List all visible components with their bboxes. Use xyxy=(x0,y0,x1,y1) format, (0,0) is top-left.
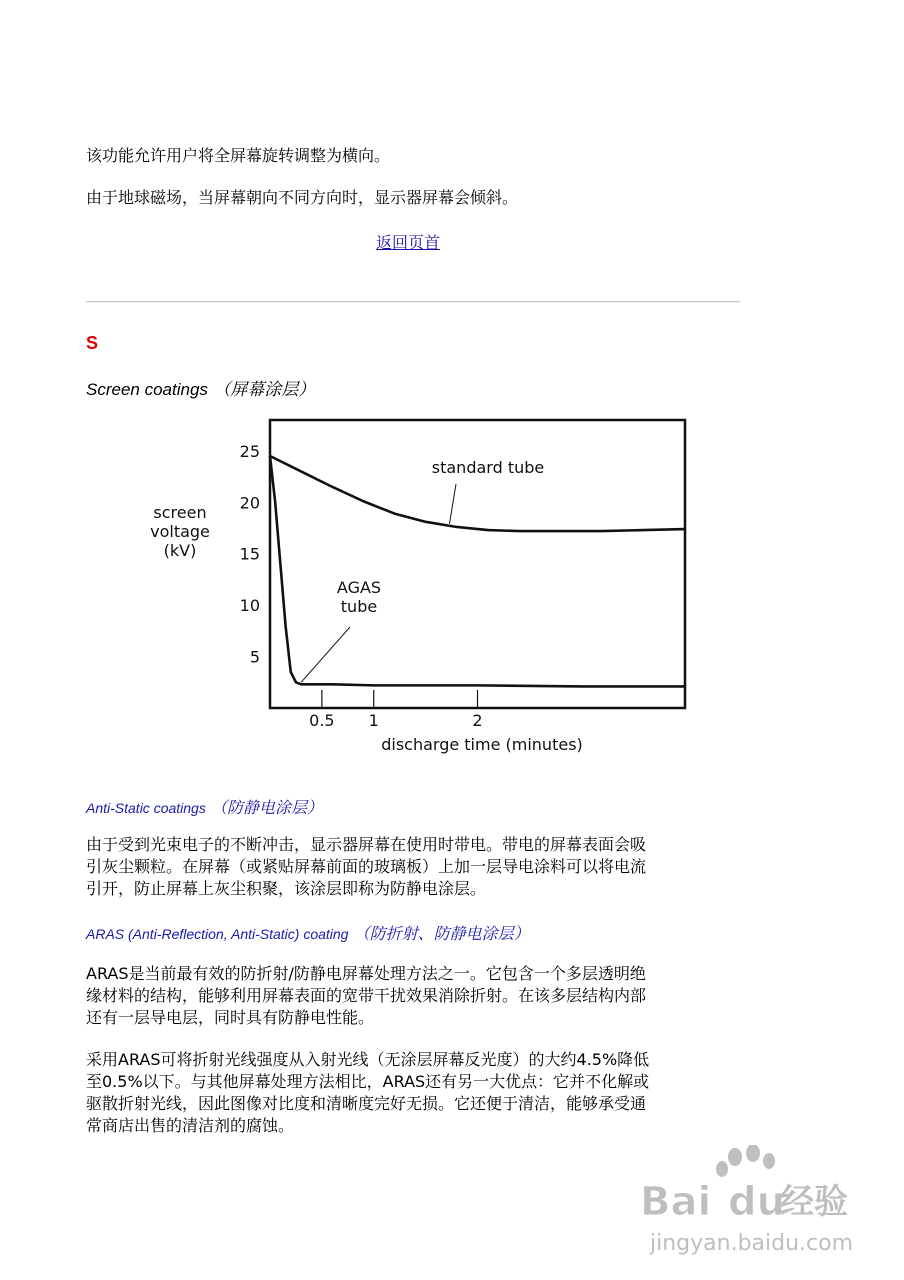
back-to-top-link[interactable]: 返回页首 xyxy=(376,233,441,252)
x-axis-ticks xyxy=(309,690,482,730)
discharge-chart xyxy=(140,415,700,760)
anti-static-title-en: Anti-Static coatings xyxy=(86,800,206,816)
y-axis-label-line: screen xyxy=(153,503,207,522)
screen-coatings-heading xyxy=(86,375,315,400)
aras-paragraph-2 xyxy=(86,1049,731,1137)
baidu-jingyan-watermark xyxy=(640,1145,890,1265)
series-line-agas-tube xyxy=(270,456,685,686)
aras-heading xyxy=(86,921,530,944)
aras-title-en: ARAS (Anti-Reflection, Anti-Static) coating xyxy=(86,926,349,942)
y-tick-label: 5 xyxy=(249,647,260,667)
screen-coatings-title-zh: （屏幕涂层） xyxy=(213,380,316,400)
aras-p2-line: 驱散折射光线，因此图像对比度和清晰度完好无损。它还便于清洁，能够承受通 xyxy=(86,1094,647,1113)
y-tick-label: 10 xyxy=(239,596,260,616)
intro-line-2: 由于地球磁场，当屏幕朝向不同方向时，显示器屏幕会倾斜。 xyxy=(86,188,519,207)
annotation-label: AGAS xyxy=(336,578,382,597)
y-tick-label: 15 xyxy=(239,544,260,564)
watermark-brand-suffix: du xyxy=(728,1179,786,1225)
anti-static-line: 由于受到光束电子的不断冲击，显示器屏幕在使用时带电。带电的屏幕表面会吸 xyxy=(86,835,647,854)
aras-p1-line: 还有一层导电层，同时具有防静电性能。 xyxy=(86,1008,375,1027)
series-lines xyxy=(270,456,685,686)
anti-static-line: 引灰尘颗粒。在屏幕（或紧贴屏幕前面的玻璃板）上加一层导电涂料可以将电流 xyxy=(86,857,647,876)
chart-annotations xyxy=(301,458,544,682)
y-axis-ticks xyxy=(240,442,260,667)
annotation-leader xyxy=(449,484,456,524)
anti-static-line: 引开，防止屏幕上灰尘积聚，该涂层即称为防静电涂层。 xyxy=(86,879,487,898)
x-axis-label: discharge time (minutes) xyxy=(381,735,583,754)
annotation-leader xyxy=(301,627,350,682)
aras-p1-line: 缘材料的结构，能够利用屏幕表面的宽带干扰效果消除折射。在该多层结构内部 xyxy=(86,986,647,1005)
aras-paragraph-1 xyxy=(86,963,731,1029)
paw-logo-icon xyxy=(716,1145,775,1177)
anti-static-title-zh: （防静电涂层） xyxy=(210,798,323,817)
y-axis-label xyxy=(150,503,210,560)
annotation-label: tube xyxy=(340,597,378,616)
x-tick-label: 2 xyxy=(472,711,483,730)
aras-p2-line: 采用ARAS可将折射光线强度从入射光线（无涂层屏幕反光度）的大约4.5%降低 xyxy=(86,1050,650,1069)
y-tick-label: 20 xyxy=(239,493,260,513)
y-axis-label-line: voltage xyxy=(150,522,210,541)
annotation-label: standard tube xyxy=(431,458,545,477)
aras-p2-line: 至0.5%以下。与其他屏幕处理方法相比，ARAS还有另一大优点：它并不化解或 xyxy=(86,1072,650,1091)
watermark-brand-cn: 经验 xyxy=(780,1182,848,1222)
watermark-url: jingyan.baidu.com xyxy=(650,1231,854,1256)
x-tick-label: 0.5 xyxy=(309,711,335,730)
x-tick-label: 1 xyxy=(368,711,379,730)
screen-coatings-title-en: Screen coatings xyxy=(86,380,208,399)
anti-static-body xyxy=(86,834,731,900)
aras-p2-line: 常商店出售的清洁剂的腐蚀。 xyxy=(86,1116,295,1135)
section-divider xyxy=(86,301,740,303)
watermark-brand: Bai xyxy=(640,1179,712,1225)
y-axis-label-line: (kV) xyxy=(163,541,197,560)
anti-static-heading xyxy=(86,795,323,818)
section-letter: S xyxy=(86,333,99,353)
y-tick-label: 25 xyxy=(239,441,260,461)
aras-title-zh: （防折射、防静电涂层） xyxy=(353,924,530,943)
aras-p1-line: ARAS是当前最有效的防折射/防静电屏幕处理方法之一。它包含一个多层透明绝 xyxy=(86,964,646,983)
intro-line-1: 该功能允许用户将全屏幕旋转调整为横向。 xyxy=(86,146,391,165)
